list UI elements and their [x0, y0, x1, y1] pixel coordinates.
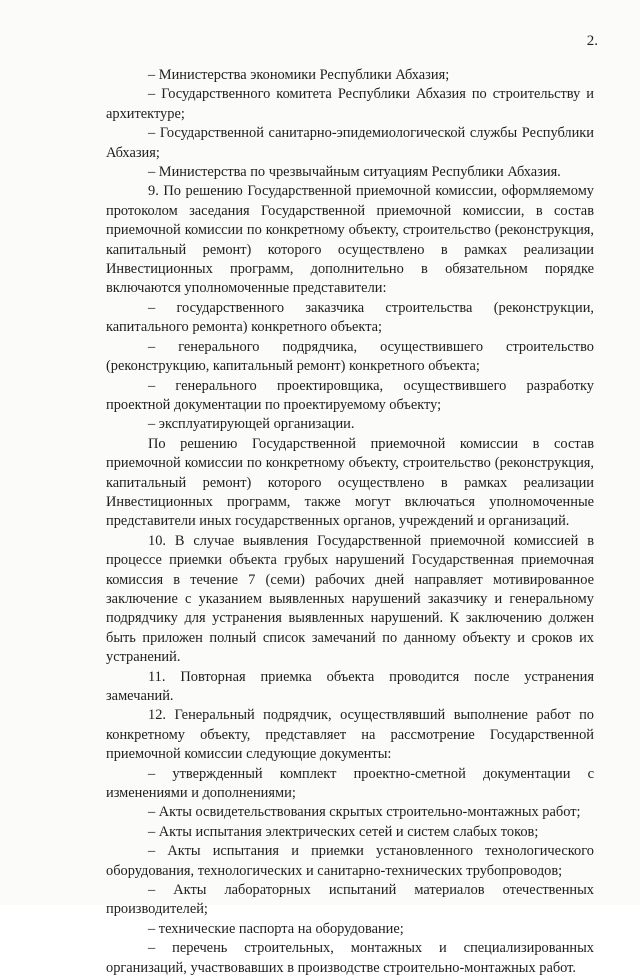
paragraph: – утвержденный комплект проектно-сметной документации с изменениями и дополнениями; [106, 765, 594, 802]
paragraph: – Акты освидетельствования скрытых строительно-монтажных работ; [148, 804, 581, 821]
page-number: 2. [586, 33, 598, 49]
paragraph: – Акты испытания электрических сетей и систем слабых токов; [148, 823, 539, 840]
paragraph: – технические паспорта на оборудование; [148, 920, 404, 937]
paragraph: – Акты испытания и приемки установленного технологического оборудования, технологических и санитарно-технических трубопроводов; [106, 843, 594, 879]
paragraph: – эксплуатирующей организации. [148, 416, 355, 433]
paragraph: – генерального проектировщика, осуществившего разработку проектной документации по проектируемому объекту; [106, 377, 594, 413]
paragraph: – генерального подрядчика, осуществившего строительство (реконструкцию, капитальный ремонт) конкретного объекта; [106, 338, 594, 375]
paragraph: 11. Повторная приемка объекта проводится после устранения замечаний. [106, 668, 594, 704]
paragraph: – Министерства экономики Республики Абхазия; [148, 67, 450, 83]
document-body [106, 66, 594, 978]
paragraph: – Акты лабораторных испытаний материалов отечественных производителей; [106, 882, 594, 918]
paragraph: По решению Государственной приемочной комиссии в состав приемочной комиссии по конкретному объекту, строительство (реконструкция, капитальный ремонт) которого осуществлено в рамках реализации Инвестиционных программ, также могут включаться уполномоченные представители иных государственных органов, учреждений и организаций. [106, 435, 594, 530]
paragraph: – перечень строительных, монтажных и специализированных организаций, участвовавших в производстве строительно-монтажных работ. [106, 940, 594, 976]
paragraph: – Министерства по чрезвычайным ситуациям Республики Абхазия. [148, 164, 561, 181]
paragraph: – государственного заказчика строительства (реконструкции, капитального ремонта) конкретного объекта; [106, 299, 594, 336]
paragraph: 10. В случае выявления Государственной приемочной комиссией в процессе приемки объекта грубых нарушений Государственная приемочная комиссия в течение 7 (семи) рабочих дней направляет мотивированное заключение с указанием выявленных нарушений заказчику и генеральному подрядчику для устранения выявленных нарушений. К заключению должен быть приложен полный список замечаний по данному объекту и сроков их устранений. [106, 532, 594, 666]
paragraph: 9. По решению Государственной приемочной комиссии, оформляемому протоколом заседания Государственной приемочной комиссии, в состав приемочной комиссии по конкретному объекту, строительство (реконструкция, капитальный ремонт) которого осуществлено в рамках реализации Инвестиционных программ, дополнительно в обязательном порядке включаются уполномоченные представители: [106, 183, 594, 297]
paragraph: – Государственного комитета Республики Абхазия по строительству и архитектуре; [106, 86, 594, 122]
paragraph: – Государственной санитарно-эпидемиологической службы Республики Абхазия; [106, 125, 594, 161]
paragraph: 12. Генеральный подрядчик, осуществлявший выполнение работ по конкретному объекту, представляет на рассмотрение Государственной приемочной комиссии следующие документы: [106, 707, 594, 763]
